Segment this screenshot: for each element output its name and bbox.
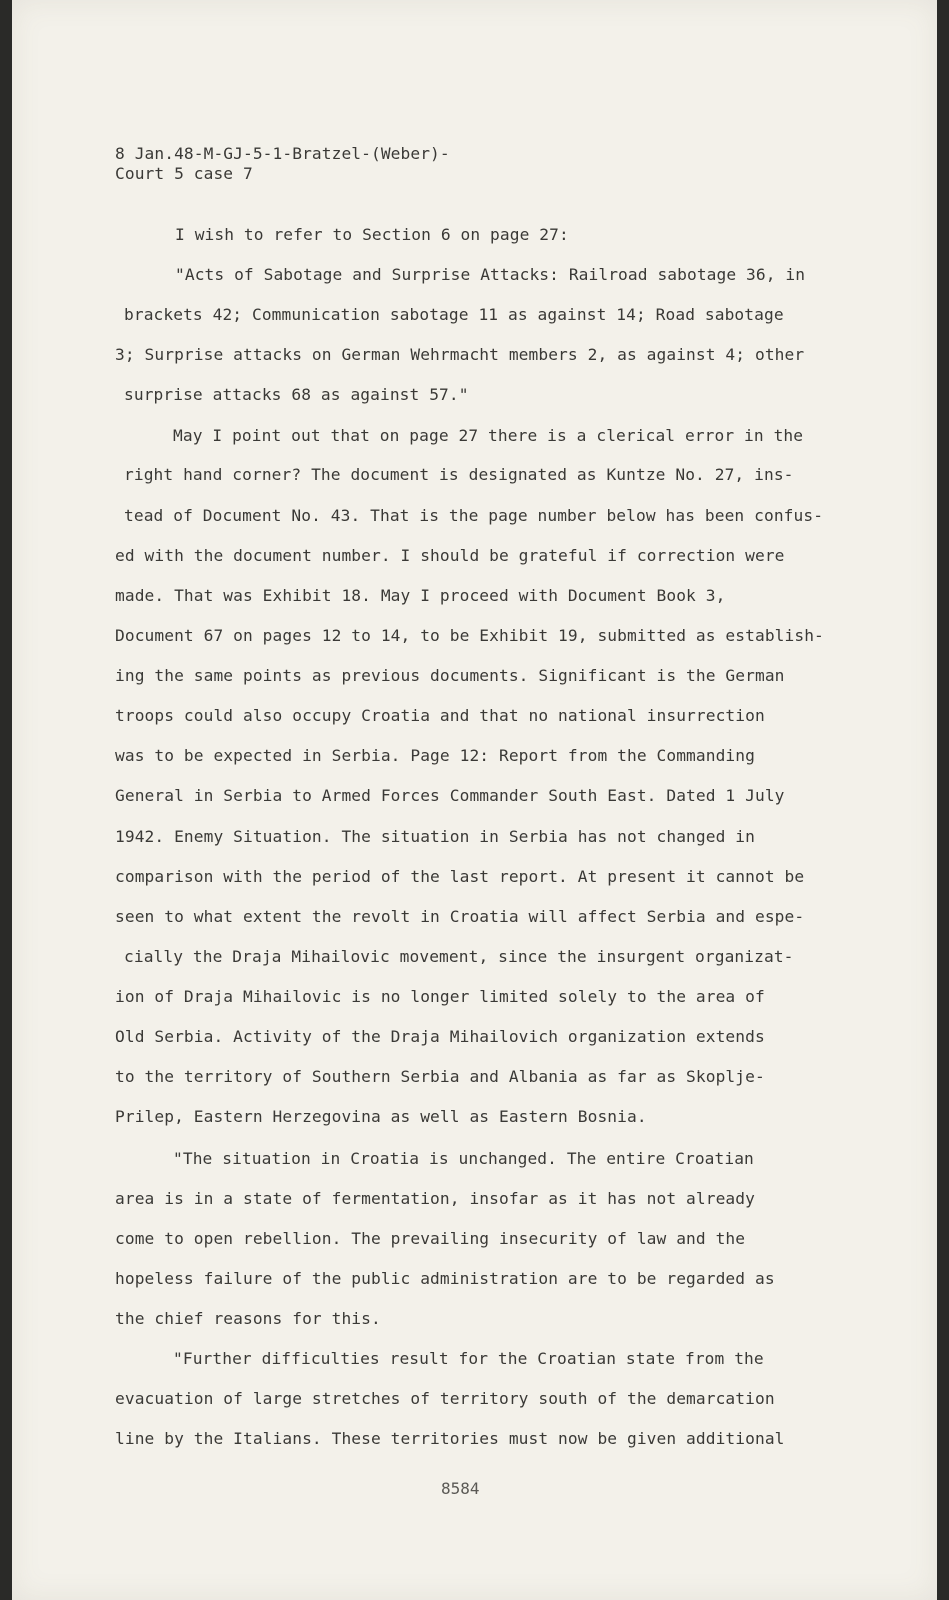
text-line-18: seen to what extent the revolt in Croatia will affect Serbia and espe- bbox=[115, 907, 805, 926]
text-line-20: ion of Draja Mihailovic is no longer limited solely to the area of bbox=[115, 987, 765, 1006]
page-number: 8584 bbox=[441, 1479, 480, 1498]
text-line-1: I wish to refer to Section 6 on page 27: bbox=[175, 225, 569, 244]
text-line-2: "Acts of Sabotage and Surprise Attacks: Railroad sabotage 36, in bbox=[175, 265, 806, 284]
text-line-29: "Further difficulties result for the Croatian state from the bbox=[173, 1349, 764, 1368]
text-line-28: the chief reasons for this. bbox=[115, 1309, 381, 1328]
text-line-16: 1942. Enemy Situation. The situation in Serbia has not changed in bbox=[115, 827, 755, 846]
text-line-30: evacuation of large stretches of territory south of the demarcation bbox=[115, 1389, 775, 1408]
text-line-24: "The situation in Croatia is unchanged. The entire Croatian bbox=[173, 1149, 754, 1168]
document-page bbox=[12, 0, 937, 1600]
text-line-8: tead of Document No. 43. That is the page number below has been confus- bbox=[124, 506, 824, 525]
text-line-25: area is in a state of fermentation, insofar as it has not already bbox=[115, 1189, 755, 1208]
text-line-4: 3; Surprise attacks on German Wehrmacht members 2, as against 4; other bbox=[115, 345, 805, 364]
text-line-17: comparison with the period of the last report. At present it cannot be bbox=[115, 867, 805, 886]
text-line-5: surprise attacks 68 as against 57." bbox=[124, 385, 469, 404]
text-line-15: General in Serbia to Armed Forces Commander South East. Dated 1 July bbox=[115, 786, 785, 805]
text-line-7: right hand corner? The document is designated as Kuntze No. 27, ins- bbox=[124, 465, 794, 484]
header-line-1: 8 Jan.48-M-GJ-5-1-Bratzel-(Weber)- bbox=[115, 144, 450, 163]
text-line-21: Old Serbia. Activity of the Draja Mihailovich organization extends bbox=[115, 1027, 765, 1046]
text-line-10: made. That was Exhibit 18. May I proceed with Document Book 3, bbox=[115, 586, 726, 605]
text-line-9: ed with the document number. I should be grateful if correction were bbox=[115, 546, 785, 565]
text-line-6: May I point out that on page 27 there is a clerical error in the bbox=[173, 426, 804, 445]
text-line-27: hopeless failure of the public administration are to be regarded as bbox=[115, 1269, 775, 1288]
text-line-23: Prilep, Eastern Herzegovina as well as Eastern Bosnia. bbox=[115, 1107, 647, 1126]
text-line-22: to the territory of Southern Serbia and Albania as far as Skoplje- bbox=[115, 1067, 765, 1086]
text-line-31: line by the Italians. These territories must now be given additional bbox=[115, 1429, 785, 1448]
text-line-11: Document 67 on pages 12 to 14, to be Exhibit 19, submitted as establish- bbox=[115, 626, 824, 645]
header-line-2: Court 5 case 7 bbox=[115, 164, 253, 183]
text-line-12: ing the same points as previous documents. Significant is the German bbox=[115, 666, 785, 685]
text-line-14: was to be expected in Serbia. Page 12: Report from the Commanding bbox=[115, 746, 755, 765]
text-line-13: troops could also occupy Croatia and that no national insurrection bbox=[115, 706, 765, 725]
text-line-3: brackets 42; Communication sabotage 11 as against 14; Road sabotage bbox=[124, 305, 784, 324]
text-line-19: cially the Draja Mihailovic movement, since the insurgent organizat- bbox=[124, 947, 794, 966]
text-line-26: come to open rebellion. The prevailing insecurity of law and the bbox=[115, 1229, 746, 1248]
